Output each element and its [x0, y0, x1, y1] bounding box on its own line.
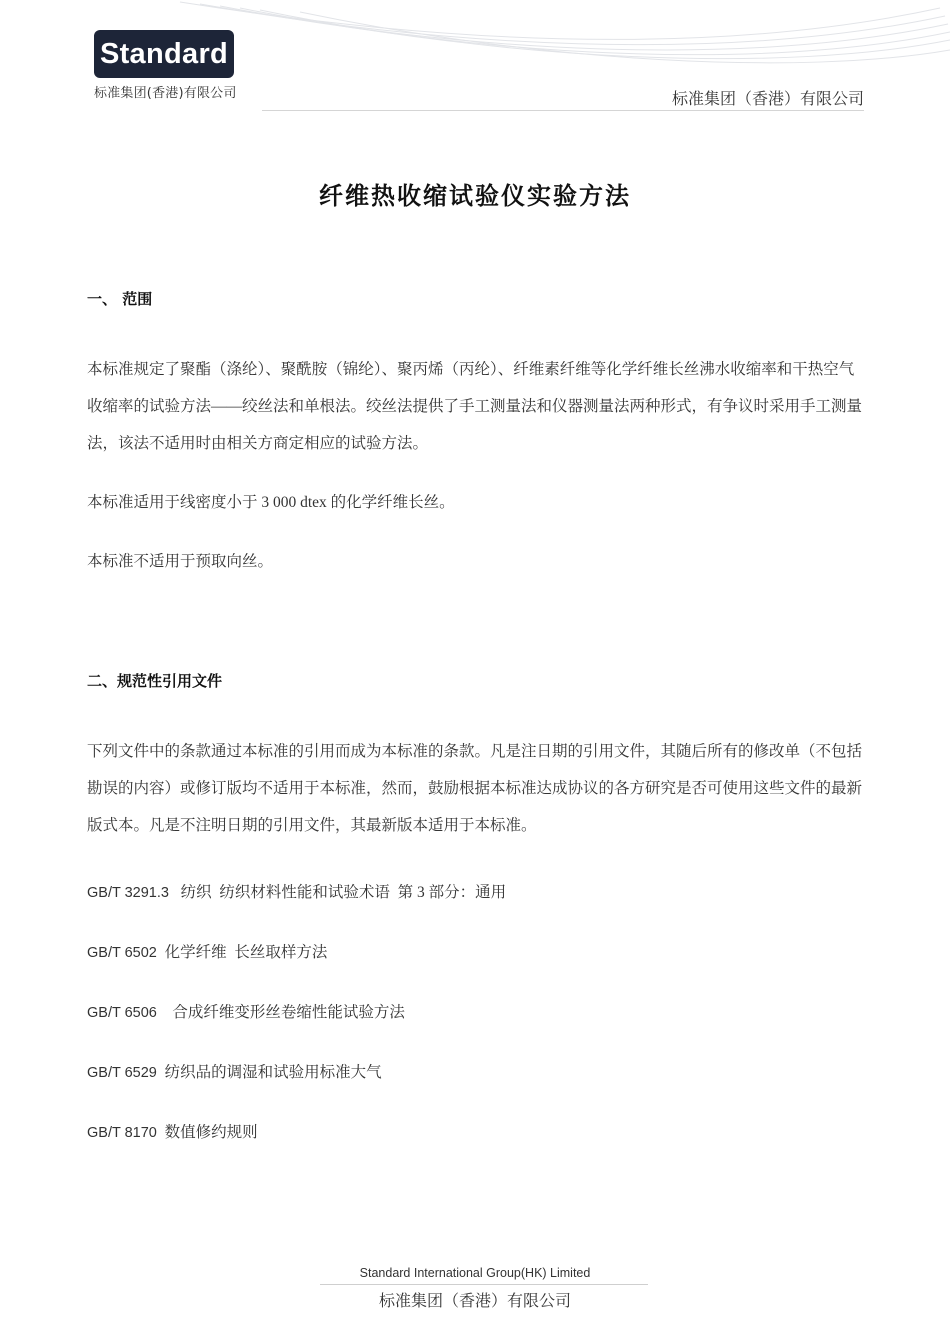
reference-title: 纺织品的调湿和试验用标准大气	[156, 1064, 382, 1081]
reference-code: GB/T 8170	[87, 1125, 157, 1141]
reference-title: 数值修约规则	[156, 1124, 258, 1141]
reference-item	[87, 942, 862, 964]
reference-item	[87, 1062, 862, 1084]
reference-code: GB/T 6506	[87, 1005, 157, 1021]
document-body	[87, 288, 862, 1144]
reference-item	[87, 1122, 862, 1144]
header-divider	[262, 110, 864, 111]
reference-code: GB/T 6502	[87, 945, 157, 961]
reference-item	[87, 882, 862, 904]
footer-english-name: Standard International Group(HK) Limited	[359, 1266, 591, 1280]
section-heading-scope: 一、 范围	[87, 290, 153, 308]
references-paragraph: 下列文件中的条款通过本标准的引用而成为本标准的条款。凡是注日期的引用文件，其随后所有的修改单（不包括勘误的内容）或修订版均不适用于本标准，然而，鼓励根据本标准达成协议的各方研究是否可使用这些文件的最新版式本。凡是不注明日期的引用文件，其最新版本适用于本标准。	[87, 743, 863, 834]
scope-paragraph: 本标准规定了聚酯（涤纶）、聚酰胺（锦纶）、聚丙烯（丙纶）、纤维素纤维等化学纤维长丝沸水收缩率和干热空气收缩率的试验方法——绞丝法和单根法。绞丝法提供了手工测量法和仪器测量法两种形式，有争议时采用手工测量法，该法不适用时由相关方商定相应的试验方法。	[87, 361, 863, 452]
reference-title: 纺织 纺织材料性能和试验术语 第 3 部分：通用	[168, 884, 507, 901]
header-company-name: 标准集团（香港）有限公司	[671, 89, 864, 108]
reference-title: 合成纤维变形丝卷缩性能试验方法	[156, 1004, 405, 1021]
scope-paragraph: 本标准适用于线密度小于 3 000 dtex 的化学纤维长丝。	[87, 494, 455, 511]
scope-paragraph: 本标准不适用于预取向丝。	[87, 553, 274, 570]
company-logo	[94, 30, 237, 101]
footer-chinese-name: 标准集团（香港）有限公司	[378, 1291, 571, 1310]
logo-wordmark: Standard	[94, 30, 234, 78]
reference-item	[87, 1002, 862, 1024]
section-heading-normative-references: 二、规范性引用文件	[87, 672, 223, 690]
reference-code: GB/T 3291.3	[87, 885, 169, 901]
document-title: 纤维热收缩试验仪实验方法	[319, 182, 631, 210]
reference-title: 化学纤维 长丝取样方法	[156, 944, 328, 961]
reference-code: GB/T 6529	[87, 1065, 157, 1081]
logo-subtitle: 标准集团(香港)有限公司	[94, 86, 237, 101]
footer-divider	[320, 1284, 648, 1285]
